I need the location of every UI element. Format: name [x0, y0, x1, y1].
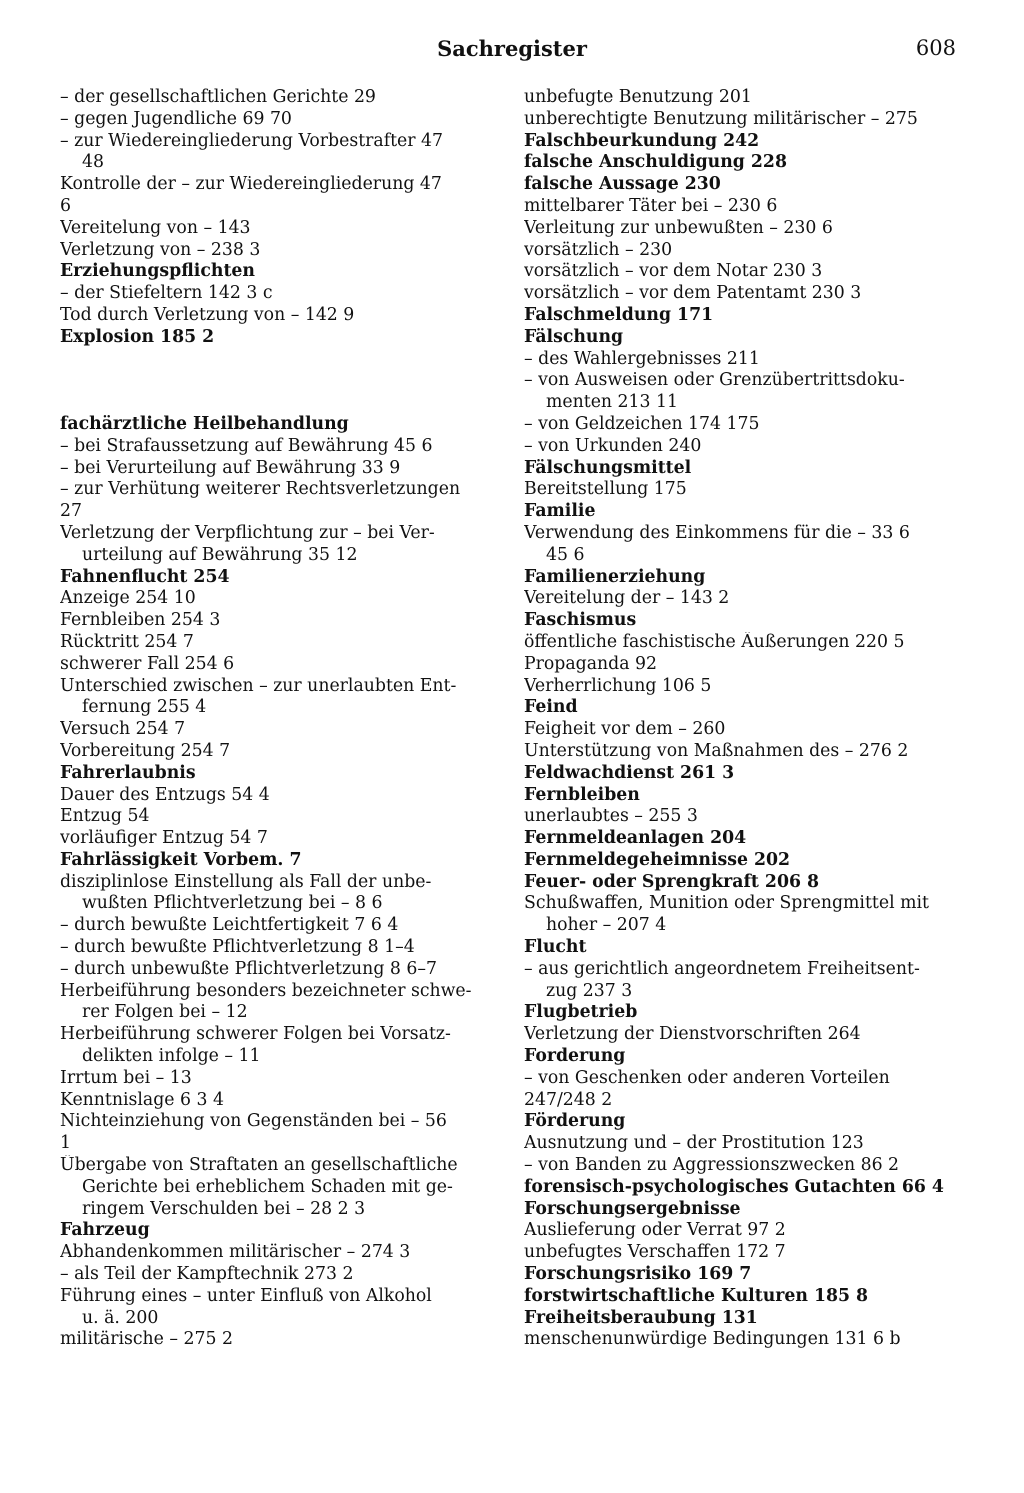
index-headword: Falschbeurkundung 242 [524, 130, 760, 151]
index-entry: – der gesellschaftlichen Gerichte 29 [60, 87, 376, 107]
index-entry: – von Banden zu Aggressionszwecken 86 2 [524, 1155, 900, 1176]
page-number: 608 [915, 36, 956, 60]
index-headword: Fahrlässigkeit Vorbem. 7 [60, 849, 302, 870]
index-entry: disziplinlose Einstellung als Fall der unbe- [60, 871, 432, 892]
index-entry: vorsätzlich – 230 [524, 239, 673, 260]
index-entry: Verletzung der Verpflichtung zur – bei Ver- [60, 522, 435, 543]
index-entry: militärische – 275 2 [60, 1329, 234, 1350]
index-entry: Vorbereitung 254 7 [60, 740, 231, 761]
index-entry: – der Stiefeltern 142 3 c [60, 283, 273, 304]
index-entry: delikten infolge – 11 [82, 1046, 261, 1067]
index-column-right [524, 87, 960, 1351]
index-entry: Dauer des Entzugs 54 4 [60, 784, 270, 805]
index-headword: Forschungsrisiko 169 7 [524, 1264, 752, 1285]
index-entry: Versuch 254 7 [60, 719, 186, 740]
index-entry: 1 [60, 1133, 71, 1154]
index-headword: Fernmeldeanlagen 204 [524, 828, 747, 849]
index-entry: – des Wahlergebnisses 211 [524, 348, 760, 369]
index-headword: Feldwachdienst 261 3 [524, 762, 735, 783]
index-entry: unbefugte Benutzung 201 [524, 87, 752, 107]
index-entry: fernung 255 4 [82, 697, 207, 718]
index-entry: unerlaubtes – 255 3 [524, 806, 698, 827]
index-entry: Verherrlichung 106 5 [524, 675, 712, 696]
index-entry: 45 6 [546, 544, 585, 565]
index-entry: ringem Verschulden bei – 28 2 3 [82, 1198, 366, 1219]
index-entry: öffentliche faschistische Äußerungen 220 5 [524, 631, 905, 652]
index-entry: Irrtum bei – 13 [60, 1067, 192, 1088]
index-entry: Ausnutzung und – der Prostitution 123 [524, 1133, 864, 1154]
index-headword: Forschungsergebnisse [524, 1198, 741, 1219]
index-headword: Flugbetrieb [524, 1002, 638, 1023]
index-entry: 247/248 2 [524, 1089, 613, 1110]
index-entry: zug 237 3 [546, 980, 633, 1001]
index-headword: Falschmeldung 171 [524, 304, 714, 325]
index-entry: Verleitung zur unbewußten – 230 6 [524, 217, 833, 238]
index-headword: Forderung [524, 1046, 626, 1067]
blank-line [60, 349, 496, 371]
index-entry: vorläufiger Entzug 54 7 [60, 828, 268, 849]
index-headword: Freiheitsberaubung 131 [524, 1307, 758, 1328]
index-entry: – bei Strafaussetzung auf Bewährung 45 6 [60, 435, 433, 456]
index-entry: – zur Verhütung weiterer Rechtsverletzungen [60, 479, 461, 500]
index-headword: Erziehungspflichten [60, 261, 255, 282]
index-entry: Verletzung von – 238 3 [60, 239, 261, 260]
index-entry: Herbeiführung schwerer Folgen bei Vorsatz- [60, 1024, 451, 1045]
index-headword: Explosion 185 2 [60, 326, 215, 347]
index-entry: – gegen Jugendliche 69 70 [60, 108, 292, 129]
index-headword: Faschismus [524, 610, 637, 631]
index-headword: Förderung [524, 1111, 626, 1132]
index-entry: Propaganda 92 [524, 653, 658, 674]
index-entry: vorsätzlich – vor dem Notar 230 3 [524, 261, 823, 282]
index-entry: – durch bewußte Leichtfertigkeit 7 6 4 [60, 915, 399, 936]
page-title: Sachregister [437, 36, 587, 61]
index-entry: – durch bewußte Pflichtverletzung 8 1–4 [60, 937, 415, 958]
index-headword: Fahrerlaubnis [60, 762, 196, 783]
index-entry: – bei Verurteilung auf Bewährung 33 9 [60, 457, 401, 478]
index-entry: schwerer Fall 254 6 [60, 653, 235, 674]
index-entry: Unterschied zwischen – zur unerlaubten Ent- [60, 675, 457, 696]
index-entry: vorsätzlich – vor dem Patentamt 230 3 [524, 283, 862, 304]
index-entry: u. ä. 200 [82, 1307, 159, 1328]
index-entry: – durch unbewußte Pflichtverletzung 8 6–7 [60, 958, 437, 979]
index-headword: Flucht [524, 937, 587, 958]
index-entry: unberechtigte Benutzung militärischer – 275 [524, 108, 918, 129]
index-entry: menten 213 11 [546, 392, 679, 413]
index-entry: rer Folgen bei – 12 [82, 1002, 248, 1023]
index-column-left [60, 87, 496, 1351]
index-entry: Auslieferung oder Verrat 97 2 [524, 1220, 786, 1241]
index-entry: Schußwaffen, Munition oder Sprengmittel mit [524, 893, 929, 914]
index-entry: 27 [60, 501, 82, 522]
index-entry: 48 [82, 152, 104, 173]
index-headword: forstwirtschaftliche Kulturen 185 8 [524, 1285, 869, 1306]
index-entry: – als Teil der Kampftechnik 273 2 [60, 1264, 354, 1285]
index-entry: Fernbleiben 254 3 [60, 610, 221, 631]
index-entry: 6 [60, 195, 71, 216]
index-entry: Vereitelung der – 143 2 [524, 588, 730, 609]
index-entry: Herbeiführung besonders bezeichneter schwe- [60, 980, 472, 1001]
index-entry: Feigheit vor dem – 260 [524, 719, 726, 740]
index-entry: menschenunwürdige Bedingungen 131 6 b [524, 1329, 901, 1350]
index-headword: Fahrzeug [60, 1220, 150, 1241]
index-headword: Fahnenflucht 254 [60, 566, 230, 587]
index-headword: Feind [524, 697, 578, 718]
index-entry: Rücktritt 254 7 [60, 631, 194, 652]
index-headword: Feuer- oder Sprengkraft 206 8 [524, 871, 820, 892]
index-headword: forensisch-psychologisches Gutachten 66 4 [524, 1176, 944, 1197]
index-entry: hoher – 207 4 [546, 915, 667, 936]
index-headword: Fälschungsmittel [524, 457, 692, 478]
index-entry: Unterstützung von Maßnahmen des – 276 2 [524, 740, 909, 761]
index-entry: – von Geschenken oder anderen Vorteilen [524, 1067, 890, 1088]
index-entry: Abhandenkommen militärischer – 274 3 [60, 1242, 411, 1263]
index-entry: Nichteinziehung von Gegenständen bei – 56 [60, 1111, 447, 1132]
index-entry: Verletzung der Dienstvorschriften 264 [524, 1024, 861, 1045]
index-entry: – von Ausweisen oder Grenzübertrittsdoku- [524, 370, 905, 391]
index-entry: – von Geldzeichen 174 175 [524, 413, 760, 434]
index-entry: Bereitstellung 175 [524, 479, 687, 500]
blank-line [60, 392, 496, 414]
index-headword: Fälschung [524, 326, 624, 347]
index-entry: Führung eines – unter Einfluß von Alkohol [60, 1285, 432, 1306]
index-entry: Entzug 54 [60, 806, 150, 827]
index-entry: unbefugtes Verschaffen 172 7 [524, 1242, 786, 1263]
index-entry: urteilung auf Bewährung 35 12 [82, 544, 358, 565]
blank-line [60, 370, 496, 392]
index-headword: Familie [524, 501, 596, 522]
index-entry: Vereitelung von – 143 [60, 217, 251, 238]
index-headword: fachärztliche Heilbehandlung [60, 413, 349, 434]
index-entry: Tod durch Verletzung von – 142 9 [60, 304, 355, 325]
index-entry: mittelbarer Täter bei – 230 6 [524, 195, 778, 216]
index-entry: Verwendung des Einkommens für die – 33 6 [524, 522, 910, 543]
index-entry: Kenntnislage 6 3 4 [60, 1089, 224, 1110]
index-entry: – von Urkunden 240 [524, 435, 702, 456]
index-headword: Fernmeldegeheimnisse 202 [524, 849, 791, 870]
index-headword: falsche Anschuldigung 228 [524, 152, 787, 173]
index-entry: – aus gerichtlich angeordnetem Freiheitsent- [524, 958, 920, 979]
index-entry: – zur Wiedereingliederung Vorbestrafter 47 [60, 130, 444, 151]
index-entry: Kontrolle der – zur Wiedereingliederung 47 [60, 174, 442, 195]
index-entry: Gerichte bei erheblichem Schaden mit ge- [82, 1176, 453, 1197]
index-headword: Familienerziehung [524, 566, 706, 587]
index-entry: Übergabe von Straftaten an gesellschaftliche [60, 1155, 458, 1176]
index-headword: Fernbleiben [524, 784, 640, 805]
index-headword: falsche Aussage 230 [524, 174, 721, 195]
index-entry: wußten Pflichtverletzung bei – 8 6 [82, 893, 383, 914]
index-entry: Anzeige 254 10 [60, 588, 196, 609]
